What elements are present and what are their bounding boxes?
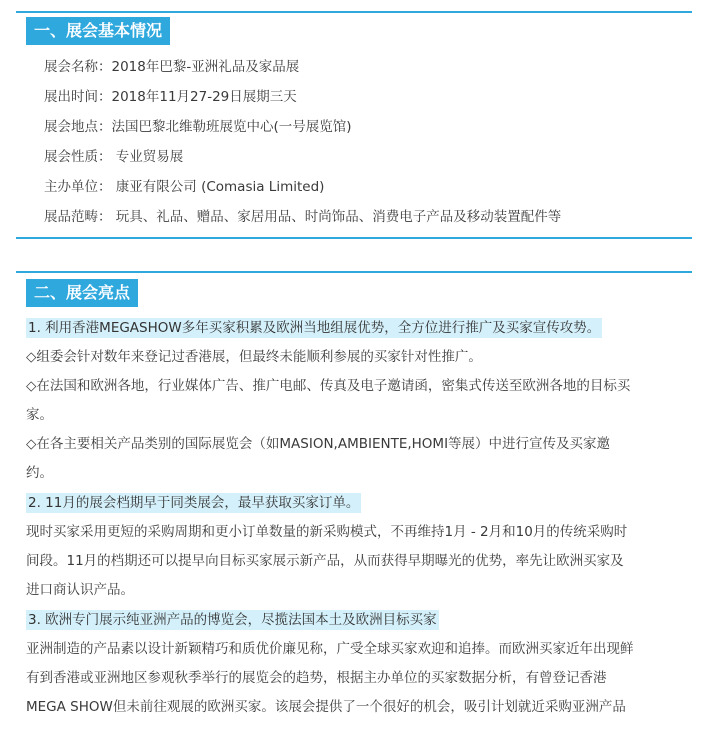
paragraph-2-line-3: 进口商认识产品。 (26, 582, 134, 598)
organizer-row: 主办单位： 康亚有限公司 (Comasia Limited) (44, 179, 325, 195)
exhibition-name-row: 展会名称：2018年巴黎-亚洲礼品及家品展 (44, 59, 300, 75)
paragraph-3-line-2: 有到香港或亚洲地区参观秋季举行的展览会的趋势，根据主办单位的买家数据分析，有曾登记香港 (26, 670, 607, 686)
highlight-2-text: 2. 11月的展会档期早于同类展会，最早获取买家订单。 (28, 495, 360, 511)
bullet-1: ◇组委会针对数年来登记过香港展，但最终未能顺利参展的买家针对性推广。 (26, 349, 482, 365)
highlights-heading: 二、展会亮点 (26, 279, 138, 307)
highlight-1-text: 1. 利用香港MEGASHOW多年买家积累及欧洲当地组展优势，全方位进行推广及买家宣传攻势。 (28, 320, 601, 336)
highlight-3-heading (26, 606, 690, 635)
bullet-3-line-1: ◇在各主要相关产品类别的国际展览会（如MASION,AMBIENTE,HOMI等展）中进行宣传及买家邀 (26, 436, 611, 452)
product-scope-row: 展品范畴： 玩具、礼品、赠品、家居用品、时尚饰品、消费电子产品及移动装置配件等 (44, 209, 562, 225)
basic-info-heading: 一、展会基本情况 (26, 17, 170, 45)
bullet-3-line-2: 约。 (26, 465, 53, 481)
highlights-section (16, 271, 692, 734)
bullet-2-line-2: 家。 (26, 407, 53, 423)
paragraph-3-line-1: 亚洲制造的产品素以设计新颖精巧和质优价廉见称，广受全球买家欢迎和追捧。而欧洲买家近年出现鲜 (26, 641, 634, 657)
highlight-2-heading (26, 489, 690, 518)
exhibition-date-row: 展出时间：2018年11月27-29日展期三天 (44, 89, 297, 105)
highlight-3-text: 3. 欧洲专门展示纯亚洲产品的博览会，尽揽法国本土及欧洲目标买家 (28, 612, 437, 628)
paragraph-2-line-2: 间段。11月的档期还可以提早向目标买家展示新产品，从而获得早期曝光的优势，率先让欧洲买家及 (26, 553, 624, 569)
paragraph-3-line-3: MEGA SHOW但未前往观展的欧洲买家。该展会提供了一个很好的机会，吸引计划就近采购亚洲产品 (26, 699, 626, 715)
exhibition-venue-row: 展会地点：法国巴黎北维勒班展览中心(一号展览馆) (44, 119, 352, 135)
highlight-1-heading (26, 314, 690, 343)
paragraph-2-line-1: 现时买家采用更短的采购周期和更小订单数量的新采购模式，不再维持1月 - 2月和10月的传统采购时 (26, 524, 628, 540)
exhibition-nature-row: 展会性质： 专业贸易展 (44, 149, 184, 165)
basic-info-section (16, 11, 692, 239)
bullet-2-line-1: ◇在法国和欧洲各地，行业媒体广告、推广电邮、传真及电子邀请函，密集式传送至欧洲各地的目标买 (26, 378, 631, 394)
